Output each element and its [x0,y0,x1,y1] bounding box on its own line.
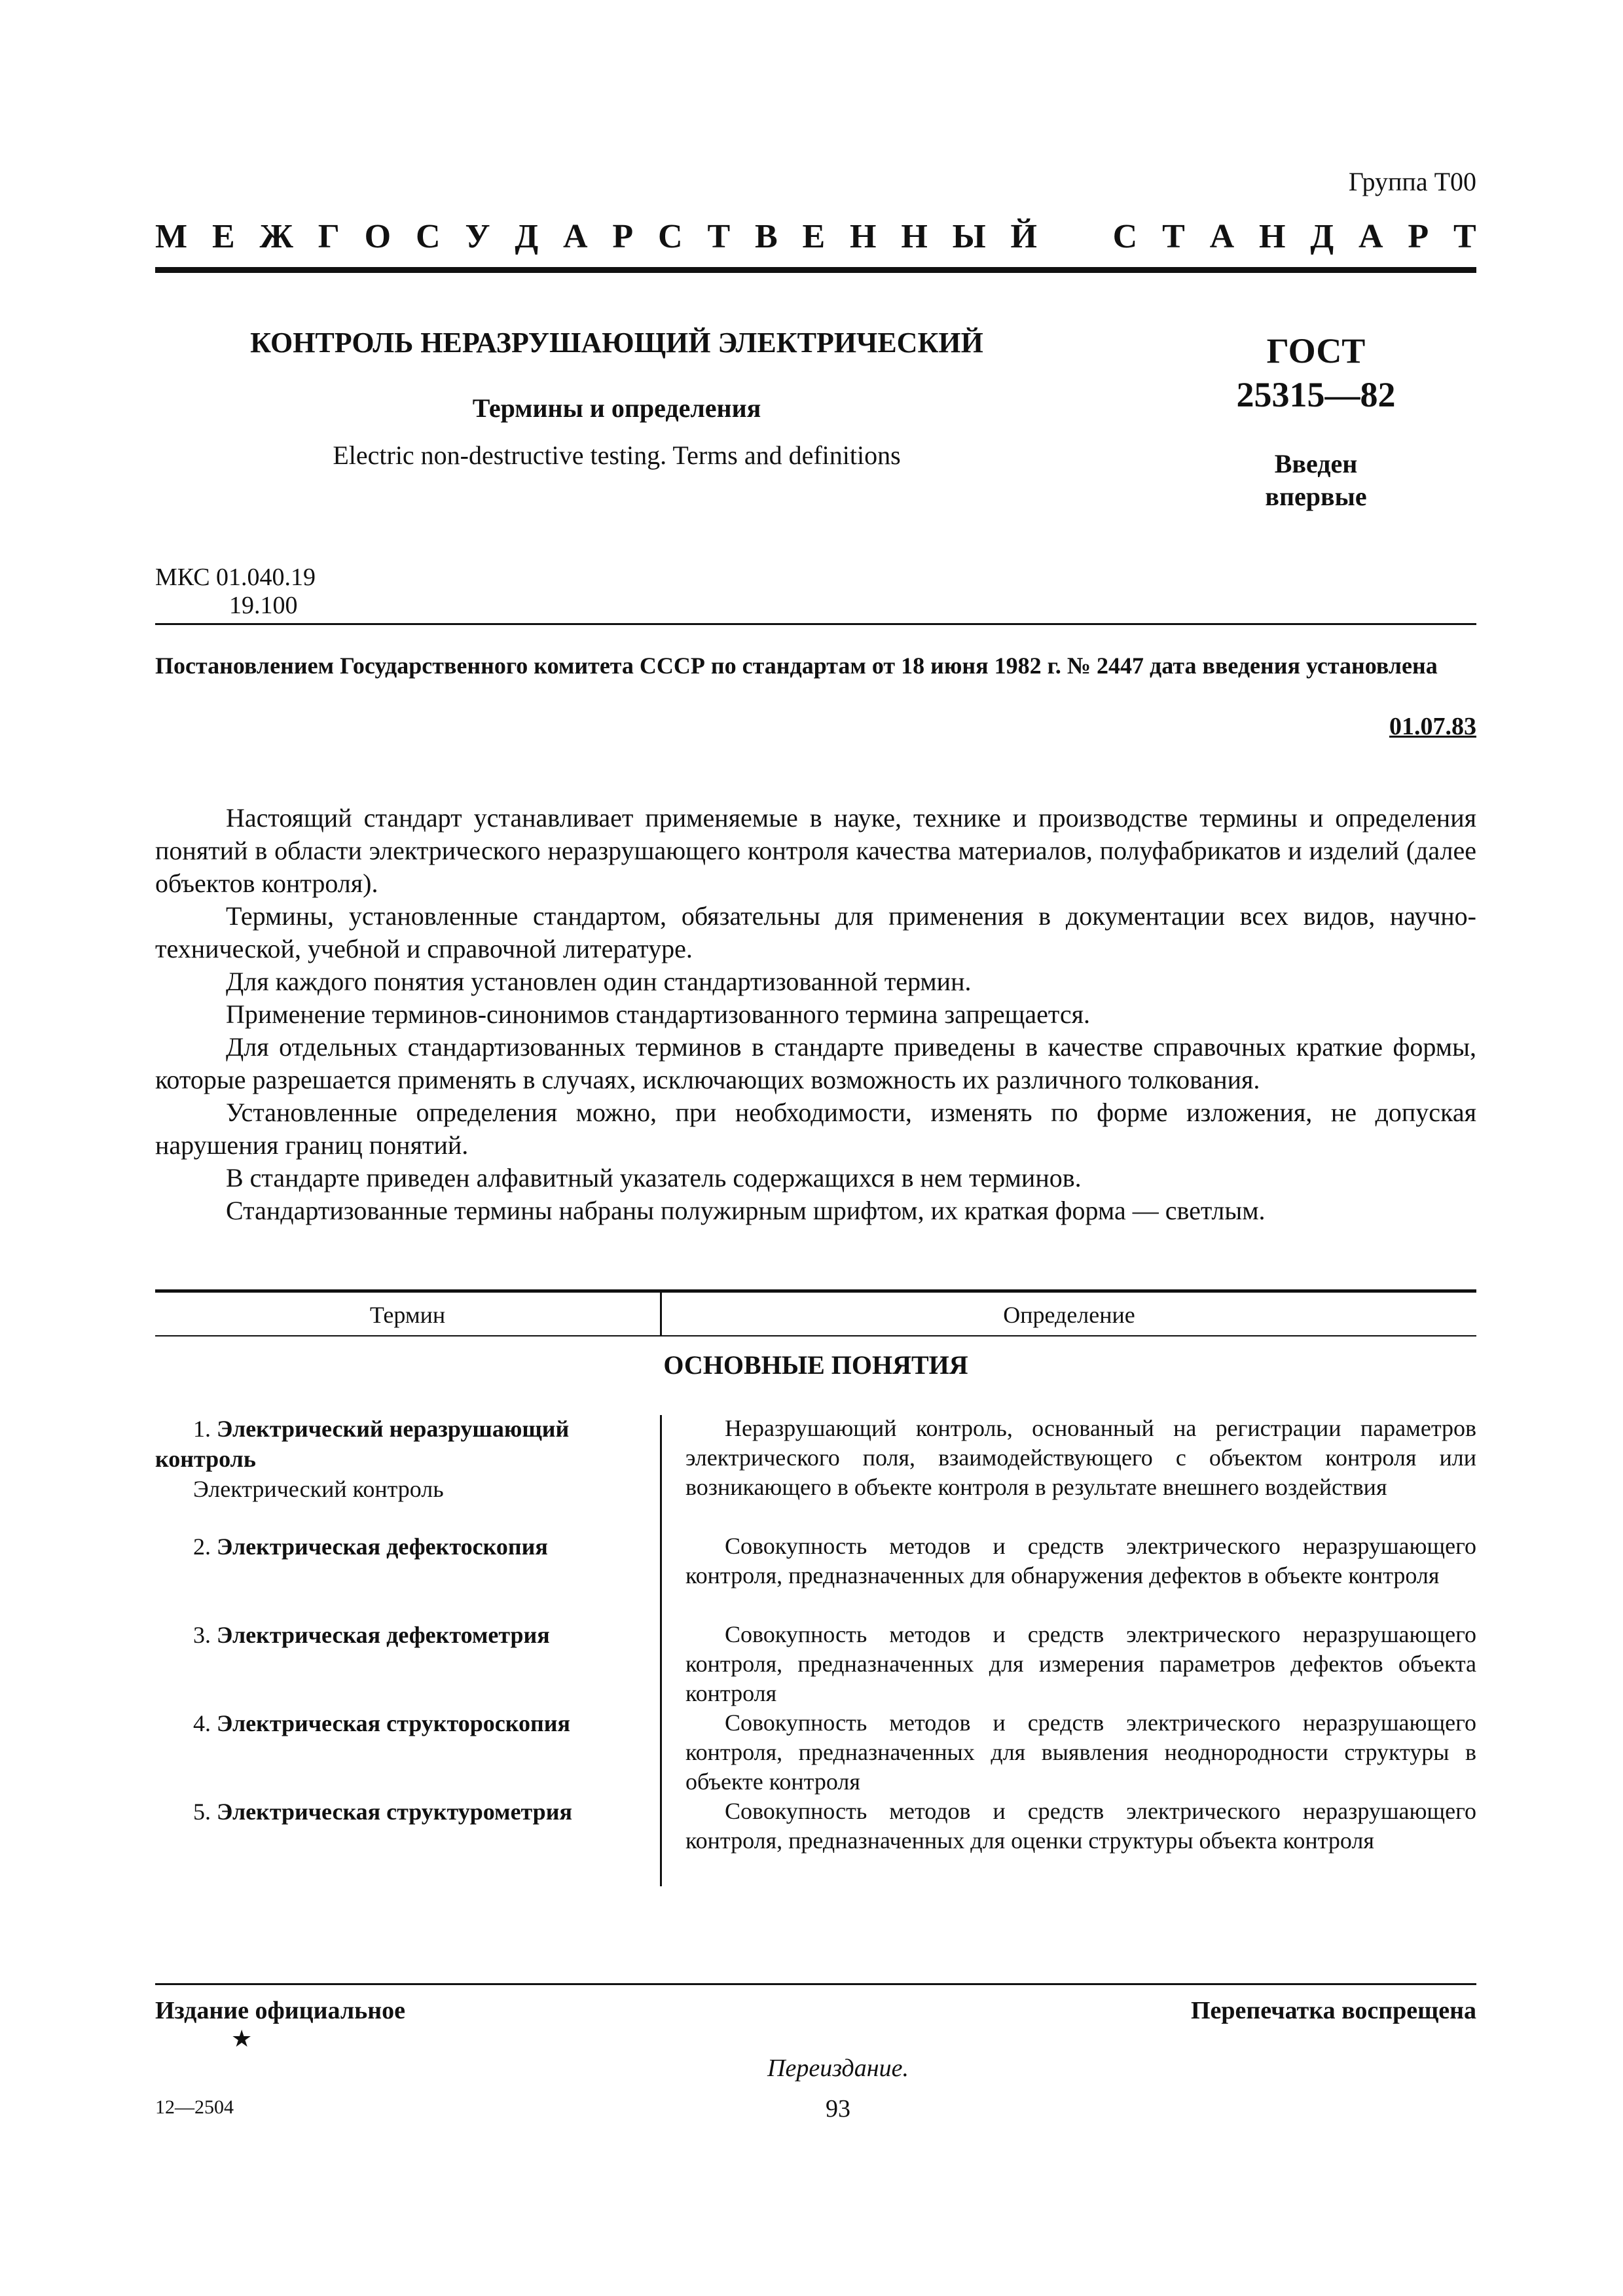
mks-rule [155,623,1476,625]
group-code: Группа Т00 [1348,167,1476,196]
document-subtitle: Термины и определения [472,393,761,423]
gost-label: ГОСТ [1266,331,1366,370]
table-row-term: 2. Электрическая дефектоскопия [193,1534,548,1560]
intro-paragraph: Применение терминов-синонимов стандартизованного термина запрещается. [226,999,1090,1029]
term-name: Электрическая дефектометрия [217,1622,550,1648]
term-short-form: Электрический контроль [193,1476,444,1502]
table-row-term: 5. Электрическая структурометрия [193,1799,572,1825]
decree-text: Постановлением Государственного комитета СССР по стандартам от 18 июня 1982 г. № 2447 дата введения установлена [155,653,1438,679]
official-edition: Издание официальное [155,1997,406,2024]
gost-number: 25315—82 [1236,375,1396,414]
table-top-rule [155,1289,1476,1293]
intro-paragraph: Настоящий стандарт устанавливает применяемые в науке, технике и производстве термины и определения понятий в области электрического неразрушающего контроля качества материалов, полуфабрикатов и изделий (далее объектов контроля). [155,803,1476,898]
english-title: Electric non-destructive testing. Terms and definitions [333,440,901,470]
star-icon: ★ [231,2026,253,2052]
page-number: 93 [826,2095,850,2123]
mks-code-2: 19.100 [229,592,298,619]
effective-date: 01.07.83 [1389,713,1476,740]
intro-paragraph: Стандартизованные термины набраны полужирным шрифтом, их краткая форма — светлым. [226,1196,1266,1225]
table-row-term: 4. Электрическая структороскопия [193,1710,570,1736]
print-code: 12—2504 [155,2096,234,2118]
intro-paragraph: Установленные определения можно, при необходимости, изменять по форме изложения, не допуская нарушения границ понятий. [155,1098,1476,1160]
term-name: Электрическая дефектоскопия [217,1534,548,1560]
header-rule [155,267,1476,273]
intro-paragraph: Для каждого понятия установлен один стандартизованной термин. [226,967,972,996]
term-name: Электрический неразрушающий контроль [155,1416,570,1472]
term-name: Электрическая структурометрия [217,1799,572,1825]
table-row-definition: Совокупность методов и средств электрического неразрушающего контроля, предназначенных для оценки структуры объекта контроля [685,1798,1476,1854]
table-row-definition: Совокупность методов и средств электрического неразрушающего контроля, предназначенных для измерения параметров дефектов объекта контроля [685,1621,1476,1706]
first-time-label: впервые [1265,482,1367,511]
document-title: КОНТРОЛЬ НЕРАЗРУШАЮЩИЙ ЭЛЕКТРИЧЕСКИЙ [250,327,983,359]
term-name: Электрическая структороскопия [217,1710,570,1736]
table-row-definition: Неразрушающий контроль, основанный на регистрации параметров электрического поля, взаимодействующего с объектом контроля или возникающего в объекте контроля в результате внешнего воздействия [685,1415,1476,1500]
table-row-definition: Совокупность методов и средств электрического неразрушающего контроля, предназначенных для обнаружения дефектов в объекте контроля [685,1533,1476,1588]
section-heading: ОСНОВНЫЕ ПОНЯТИЯ [663,1350,968,1380]
table-header-term: Термин [369,1302,446,1328]
table-row-term: 1. Электрический неразрушающий контроль Электрический контроль [155,1416,570,1502]
intro-text [155,802,1476,1227]
table-row-term: 3. Электрическая дефектометрия [193,1622,550,1648]
intro-paragraph: В стандарте приведен алфавитный указатель содержащихся в нем терминов. [226,1163,1082,1193]
table-column-divider [660,1415,662,1886]
mks-code-1: МКС 01.040.19 [155,564,316,591]
reissue-note: Переиздание. [767,2054,909,2082]
footer-rule [155,1983,1476,1985]
standard-banner: М Е Ж Г О С У Д А Р С Т В Е Н Н Ы Й С Т А Н Д А Р Т [155,218,1476,255]
intro-paragraph: Термины, установленные стандартом, обязательны для применения в документации всех видов, научно-технической, учебной и справочной литературе. [155,901,1476,963]
table-header-rule [155,1335,1476,1336]
reprint-prohibited: Перепечатка воспрещена [1190,1997,1476,2024]
table-row-definition: Совокупность методов и средств электрического неразрушающего контроля, предназначенных для выявления неоднородности структуры в объекте контроля [685,1710,1476,1795]
table-header-definition: Определение [1003,1302,1135,1328]
introduced-label: Введен [1274,449,1358,478]
intro-paragraph: Для отдельных стандартизованных терминов в стандарте приведены в качестве справочных краткие формы, которые разрешается применять в случаях, исключающих возможность их различного толкования. [155,1032,1476,1094]
